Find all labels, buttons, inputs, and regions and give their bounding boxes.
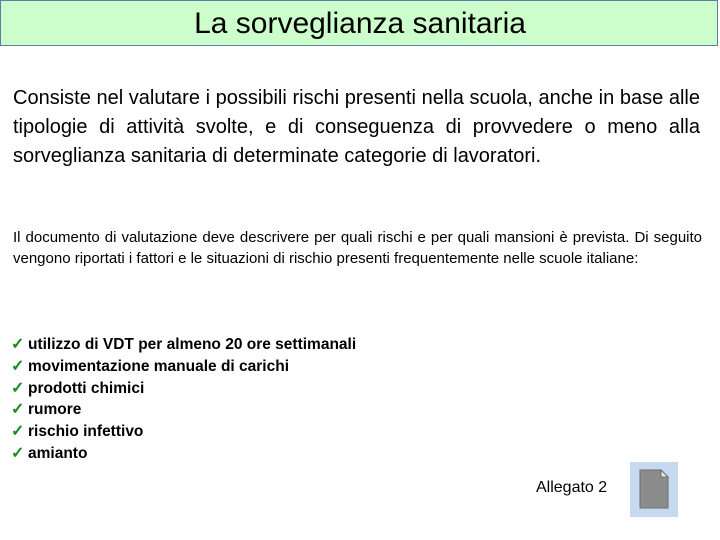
risk-label: rumore bbox=[28, 401, 82, 419]
risk-label: movimentazione manuale di carichi bbox=[28, 357, 289, 375]
list-item bbox=[11, 356, 356, 378]
checkmark-icon: ✓ bbox=[11, 423, 25, 441]
checkmark-icon: ✓ bbox=[11, 444, 25, 462]
risk-list bbox=[11, 334, 356, 465]
intro-paragraph: Consiste nel valutare i possibili rischi presenti nella scuola, anche in base alle tipologie di attività svolte, e di conseguenza di provvedere o meno alla sorveglianza sanitaria di determinate categorie di lavoratori. bbox=[13, 87, 700, 167]
attachment-button[interactable] bbox=[630, 462, 678, 517]
list-item bbox=[11, 421, 356, 443]
risk-label: prodotti chimici bbox=[28, 379, 145, 397]
checkmark-icon: ✓ bbox=[11, 336, 25, 353]
risk-label: rischio infettivo bbox=[28, 423, 144, 441]
risk-label: amianto bbox=[28, 444, 88, 462]
detail-paragraph: Il documento di valutazione deve descrivere per quali rischi e per quali mansioni è prevista. Di seguito vengono riportati i fattori e le situazioni di rischio presenti frequentemente nelle scuole italiane: bbox=[13, 229, 702, 267]
list-item bbox=[11, 443, 356, 465]
checkmark-icon: ✓ bbox=[11, 357, 25, 375]
checkmark-icon: ✓ bbox=[11, 401, 25, 419]
checkmark-icon: ✓ bbox=[11, 379, 25, 397]
risk-label: utilizzo di VDT per almeno 20 ore settimanali bbox=[28, 336, 357, 353]
list-item bbox=[11, 399, 356, 421]
list-item bbox=[11, 334, 356, 356]
document-icon bbox=[630, 462, 678, 517]
list-item bbox=[11, 378, 356, 400]
page-title: La sorveglianza sanitaria bbox=[194, 7, 526, 40]
attachment-label: Allegato 2 bbox=[536, 479, 608, 496]
